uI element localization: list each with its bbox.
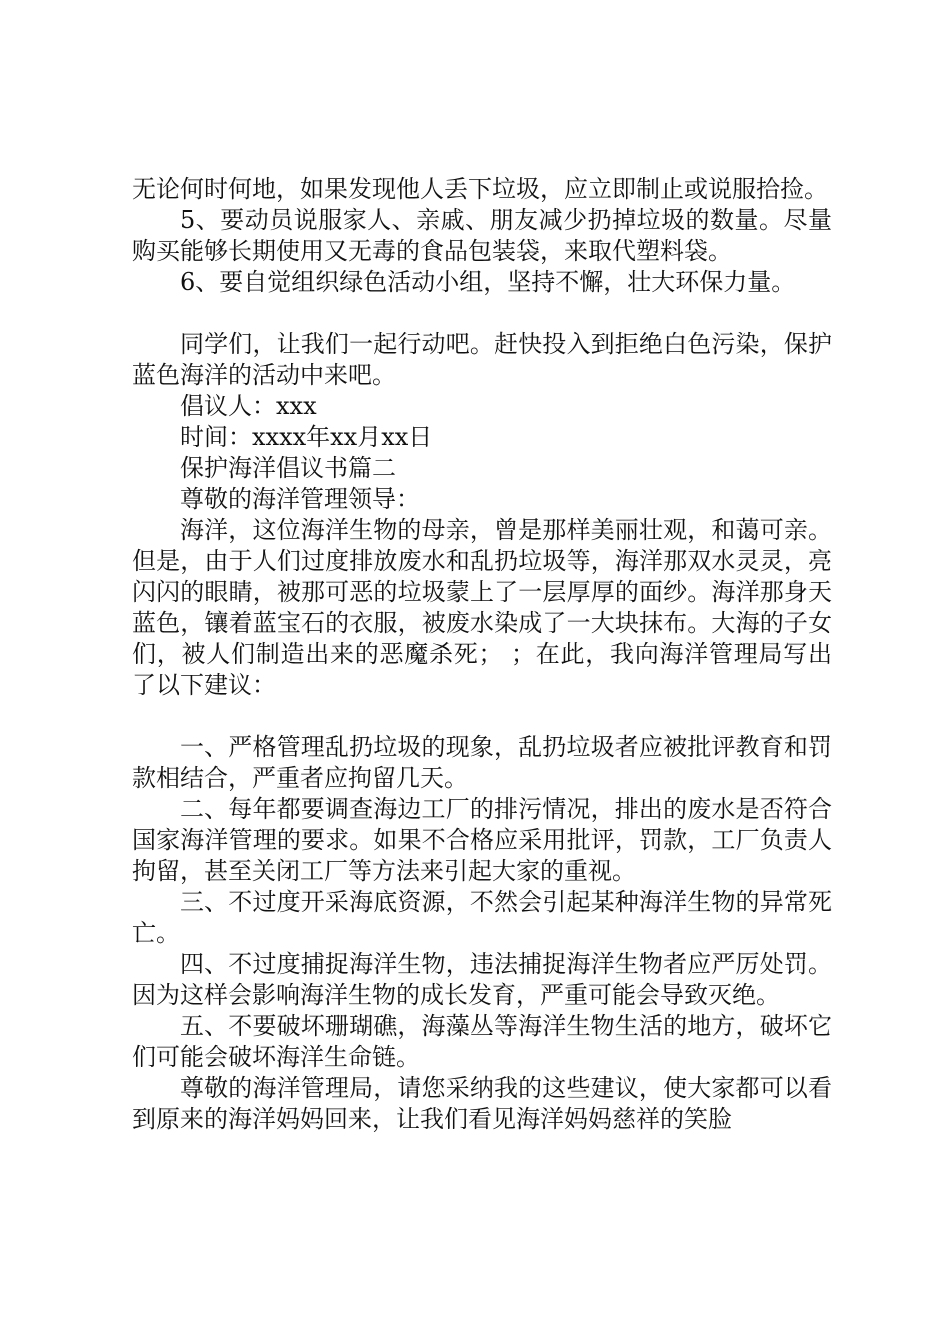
paragraph-item-5: 5、要动员说服家人、亲戚、朋友减少扔掉垃圾的数量。尽量购买能够长期使用又无毒的食品包装袋，来取代塑料袋。 [132,206,832,265]
suggestion-2: 二、每年都要调查海边工厂的排污情况，排出的废水是否符合国家海洋管理的要求。如果不合格应采用批评，罚款，工厂负责人拘留，甚至关闭工厂等方法来引起大家的重视。 [132,795,832,885]
section-title: 保护海洋倡议书篇二 [180,454,396,482]
closing-paragraph: 尊敬的海洋管理局，请您采纳我的这些建议，使大家都可以看到原来的海洋妈妈回来，让我们看见海洋妈妈慈祥的笑脸 [132,1074,832,1133]
signature-date: 时间：xxxx年xx月xx日 [180,423,433,451]
suggestion-1: 一、严格管理乱扔垃圾的现象，乱扔垃圾者应被批评教育和罚款相结合，严重者应拘留几天。 [132,733,832,792]
blank-line [132,701,832,732]
salutation: 尊敬的海洋管理领导： [180,485,420,513]
blank-line [132,298,832,329]
paragraph-continuation: 无论何时何地，如果发现他人丢下垃圾，应立即制止或说服拾捡。 [132,175,828,203]
paragraph-intro: 海洋，这位海洋生物的母亲，曾是那样美丽壮观，和蔼可亲。但是，由于人们过度排放废水和乱扔垃圾等，海洋那双水灵灵，亮闪闪的眼睛，被那可恶的垃圾蒙上了一层厚厚的面纱。海洋那身天蓝色，镶着蓝宝石的衣服，被废水染成了一大块抹布。大海的子女们，被人们制造出来的恶魔杀死； ；在此，我向海洋管理局写出了以下建议： [132,516,832,699]
suggestion-3: 三、不过度开采海底资源，不然会引起某种海洋生物的异常死亡。 [132,888,832,947]
paragraph-call-to-action: 同学们，让我们一起行动吧。赶快投入到拒绝白色污染，保护蓝色海洋的活动中来吧。 [132,330,832,389]
suggestion-4: 四、不过度捕捉海洋生物，违法捕捉海洋生物者应严厉处罚。因为这样会影响海洋生物的成长发育，严重可能会导致灭绝。 [132,950,832,1009]
signature-initiator: 倡议人：xxx [180,392,317,420]
paragraph-item-6: 6、要自觉组织绿色活动小组，坚持不懈，壮大环保力量。 [180,268,796,296]
suggestion-5: 五、不要破坏珊瑚礁，海藻丛等海洋生物生活的地方，破坏它们可能会破坏海洋生命链。 [132,1012,832,1071]
document-body [132,174,832,1135]
